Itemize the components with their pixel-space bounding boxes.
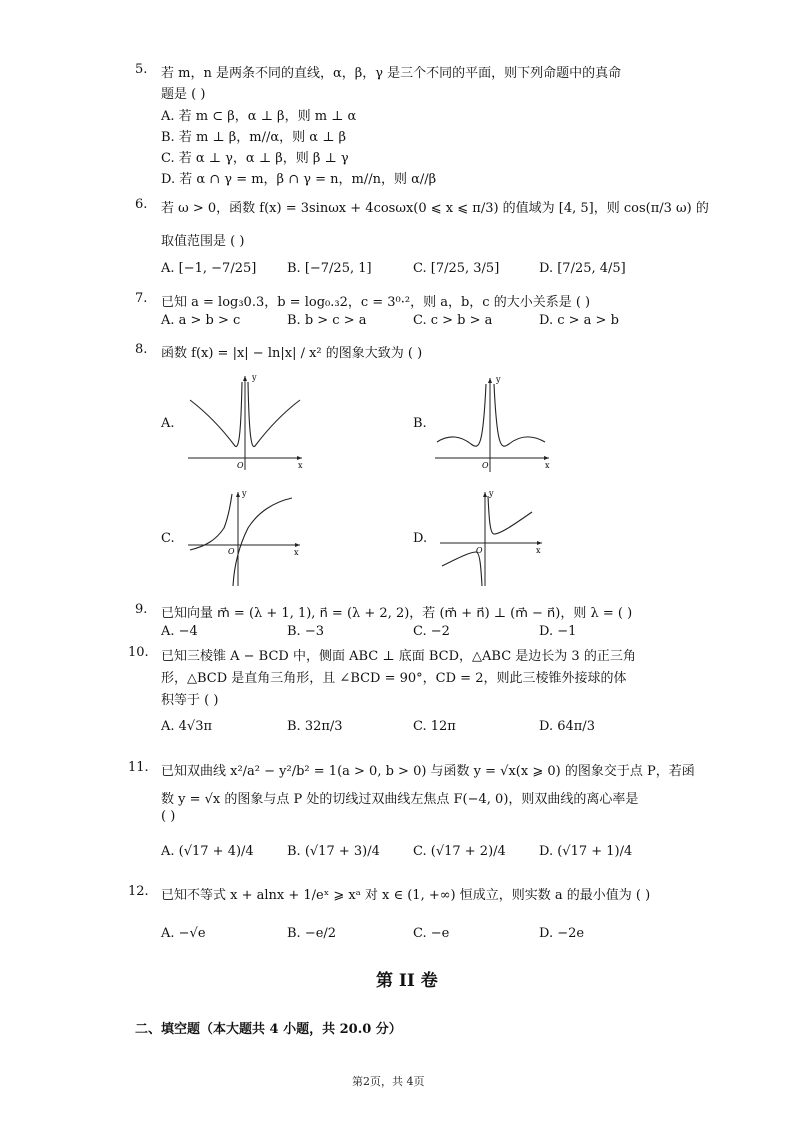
part-heading: 二、填空题（本大题共 4 小题，共 20.0 分） bbox=[135, 1022, 402, 1037]
graph-b bbox=[433, 374, 553, 474]
question-number: 9. bbox=[135, 602, 148, 617]
option-b: B. [−7/25, 1] bbox=[287, 261, 372, 276]
option-d: D. c > a > b bbox=[539, 313, 619, 328]
option-a: A. [−1, −7/25] bbox=[161, 261, 257, 276]
origin-label: O bbox=[476, 546, 483, 555]
option-c: C. (√17 + 2)/4 bbox=[413, 844, 506, 859]
option-b: B. 32π/3 bbox=[287, 719, 343, 734]
question-text: ( ) bbox=[161, 809, 176, 824]
option-a: A. −4 bbox=[161, 624, 198, 639]
y-axis-label: y bbox=[252, 373, 257, 382]
origin-label: O bbox=[237, 461, 244, 470]
question-text: 已知三棱锥 A − BCD 中，侧面 ABC ⊥ 底面 BCD，△ABC 是边长为 3 的正三角 bbox=[161, 649, 636, 664]
page-footer: 第2页，共 4页 bbox=[352, 1075, 425, 1088]
question-text: 积等于 ( ) bbox=[161, 693, 219, 708]
origin-label: O bbox=[228, 547, 235, 556]
option-a: A. −√e bbox=[161, 926, 206, 941]
question-text: 已知双曲线 x²/a² − y²/b² = 1(a > 0, b > 0) 与函数 y = √x(x ⩾ 0) 的图象交于点 P，若函 bbox=[161, 764, 695, 779]
option-c: C. −2 bbox=[413, 624, 450, 639]
option-a: A. a > b > c bbox=[161, 313, 241, 328]
question-text: 已知不等式 x + alnx + 1/eˣ ⩾ xᵃ 对 x ∈ (1, +∞) 恒成立，则实数 a 的最小值为 ( ) bbox=[161, 888, 651, 903]
question-number: 5. bbox=[135, 62, 148, 77]
x-axis-label: x bbox=[536, 546, 541, 555]
option-d: D. −2e bbox=[539, 926, 585, 941]
option-c: C. 12π bbox=[413, 719, 456, 734]
question-number: 6. bbox=[135, 197, 148, 212]
x-axis-label: x bbox=[298, 461, 303, 470]
option-c: C. c > b > a bbox=[413, 313, 493, 328]
option-b: B. b > c > a bbox=[287, 313, 367, 328]
option-a: A. 若 m ⊂ β，α ⊥ β，则 m ⊥ α bbox=[161, 109, 357, 124]
option-d: D. 若 α ∩ γ = m，β ∩ γ = n，m//n，则 α//β bbox=[161, 172, 437, 187]
question-text: 题是 ( ) bbox=[161, 87, 206, 102]
question-number: 10. bbox=[128, 645, 149, 660]
option-b: B. −e/2 bbox=[287, 926, 337, 941]
question-text: 已知 a = log₃0.3，b = log₀.₃2，c = 3⁰·²，则 a，b，c 的大小关系是 ( ) bbox=[161, 295, 591, 310]
option-c: C. 若 α ⊥ γ，α ⊥ β，则 β ⊥ γ bbox=[161, 151, 349, 166]
option-b: B. −3 bbox=[287, 624, 324, 639]
option-b: B. 若 m ⊥ β，m//α，则 α ⊥ β bbox=[161, 130, 347, 145]
origin-label: O bbox=[482, 461, 489, 470]
graph-a bbox=[186, 372, 306, 472]
question-text: 函数 f(x) = |x| − ln|x| / x² 的图象大致为 ( ) bbox=[161, 346, 423, 361]
option-c-label: C. bbox=[161, 531, 175, 546]
question-text: 若 ω > 0，函数 f(x) = 3sinωx + 4cosωx(0 ⩽ x ⩽ π/3) 的值域为 [4, 5]，则 cos(π/3 ω) 的 bbox=[161, 201, 709, 216]
option-d: D. [7/25, 4/5] bbox=[539, 261, 626, 276]
question-number: 7. bbox=[135, 291, 148, 306]
option-d: D. (√17 + 1)/4 bbox=[539, 844, 633, 859]
question-text: 已知向量 m⃗ = (λ + 1, 1), n⃗ = (λ + 2, 2)，若 (m⃗ + n⃗) ⊥ (m⃗ − n⃗)，则 λ = ( ) bbox=[161, 606, 633, 621]
option-d: D. 64π/3 bbox=[539, 719, 595, 734]
option-b: B. (√17 + 3)/4 bbox=[287, 844, 380, 859]
graph-c bbox=[186, 488, 306, 588]
option-a: A. 4√3π bbox=[161, 719, 213, 734]
question-text: 取值范围是 ( ) bbox=[161, 234, 245, 249]
option-c: C. [7/25, 3/5] bbox=[413, 261, 500, 276]
y-axis-label: y bbox=[242, 489, 247, 498]
question-text: 若 m，n 是两条不同的直线，α，β，γ 是三个不同的平面，则下列命题中的真命 bbox=[161, 66, 622, 81]
question-number: 11. bbox=[128, 760, 149, 775]
option-d: D. −1 bbox=[539, 624, 577, 639]
option-c: C. −e bbox=[413, 926, 450, 941]
graph-d bbox=[438, 488, 548, 588]
question-number: 8. bbox=[135, 342, 148, 357]
y-axis-label: y bbox=[489, 489, 494, 498]
option-b-label: B. bbox=[413, 416, 427, 431]
x-axis-label: x bbox=[294, 548, 299, 557]
option-a: A. (√17 + 4)/4 bbox=[161, 844, 254, 859]
question-text: 数 y = √x 的图象与点 P 处的切线过双曲线左焦点 F(−4, 0)，则双曲线的离心率是 bbox=[161, 792, 639, 807]
y-axis-label: y bbox=[496, 375, 501, 384]
option-d-label: D. bbox=[413, 531, 428, 546]
section-title: 第 II 卷 bbox=[376, 971, 438, 991]
question-number: 12. bbox=[128, 884, 149, 899]
x-axis-label: x bbox=[545, 461, 550, 470]
question-text: 形，△BCD 是直角三角形，且 ∠BCD = 90°，CD = 2，则此三棱锥外接球的体 bbox=[161, 671, 627, 686]
option-a-label: A. bbox=[161, 416, 175, 431]
